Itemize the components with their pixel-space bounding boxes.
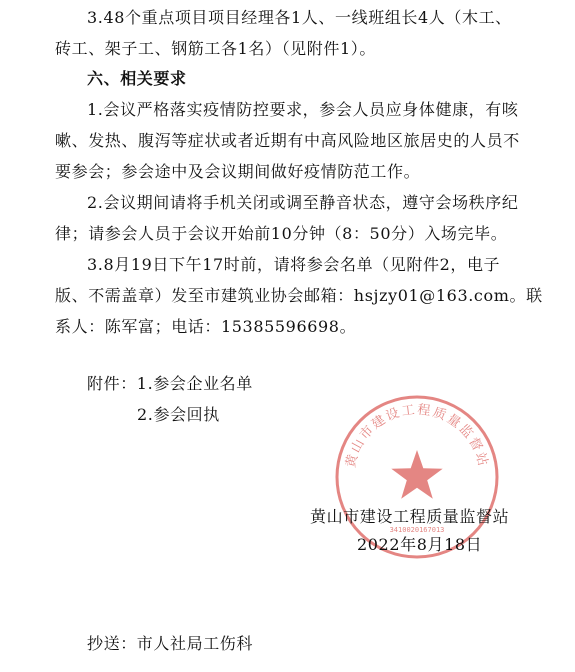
req3-line2: 版、不需盖章）发至市建筑业协会邮箱：hsjzy01@163.com。联 xyxy=(55,286,543,305)
signature-organization: 黄山市建设工程质量监督站 xyxy=(310,507,510,526)
attachments-line1: 附件：1.参会企业名单 xyxy=(87,374,253,393)
signature-date: 2022年8月18日 xyxy=(357,535,483,554)
attachments-line2: 2.参会回执 xyxy=(137,405,220,424)
cc-line: 抄送：市人社局工伤科 xyxy=(87,634,254,653)
req1-line3: 要参会；参会途中及会议期间做好疫情防范工作。 xyxy=(55,162,421,181)
seal-star-icon xyxy=(391,450,442,499)
req1-line1: 1.会议严格落实疫情防控要求，参会人员应身体健康，有咳 xyxy=(87,100,519,119)
req2-line1: 2.会议期间请将手机关闭或调至静音状态，遵守会场秩序纪 xyxy=(87,193,519,212)
req1-line2: 嗽、发热、腹泻等症状或者近期有中高风险地区旅居史的人员不 xyxy=(55,131,520,150)
section-six-heading: 六、相关要求 xyxy=(87,69,187,88)
req3-line3: 系人：陈军富；电话：15385596698。 xyxy=(55,317,357,336)
seal-code: 3410020167013 xyxy=(389,526,445,534)
req3-line1: 3.8月19日下午17时前，请将参会名单（见附件2，电子 xyxy=(87,255,501,274)
item3-line2: 砖工、架子工、钢筋工各1名）（见附件1）。 xyxy=(55,39,376,58)
item3-line1: 3.48个重点项目项目经理各1人、一线班组长4人（木工、 xyxy=(87,8,512,27)
seal-ring-text: 黄山市建设工程质量监督站 xyxy=(343,402,491,470)
req2-line2: 律；请参会人员于会议开始前10分钟（8：50分）入场完毕。 xyxy=(55,224,508,243)
